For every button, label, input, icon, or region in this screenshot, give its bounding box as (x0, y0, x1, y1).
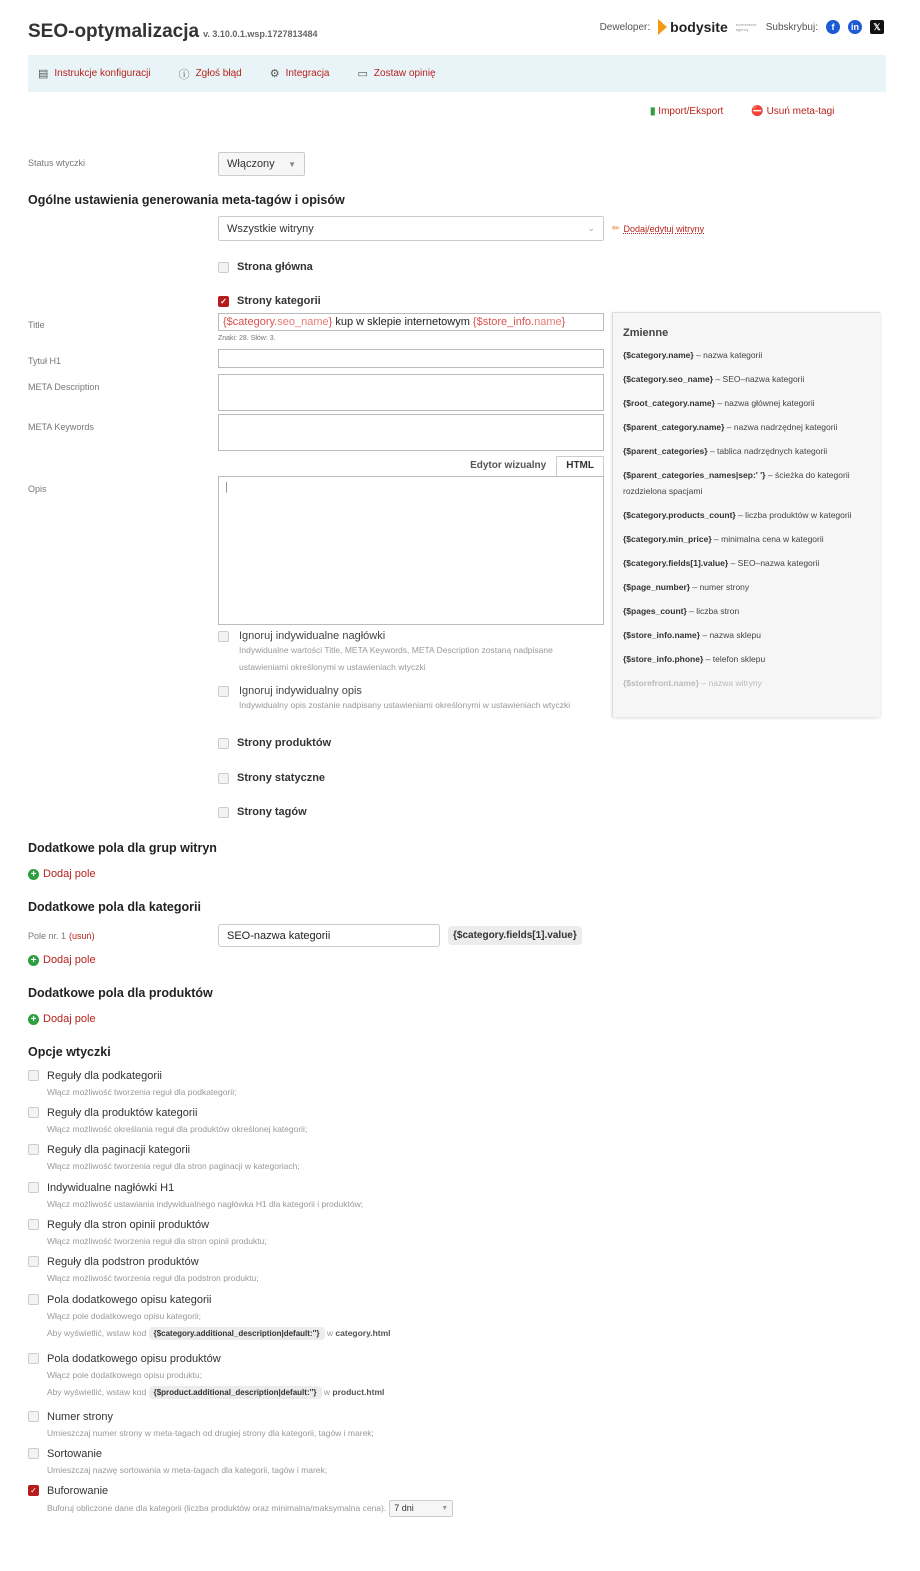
products-checkbox-row[interactable] (218, 737, 331, 749)
chat-icon: ▭ (357, 68, 368, 80)
option-label: Pola dodatkowego opisu produktów (47, 1353, 221, 1365)
developer-label: Deweloper: (599, 21, 651, 33)
nav-item-integration[interactable] (270, 67, 330, 80)
field-label: Pole nr. 1 (28, 931, 67, 941)
static-checkbox[interactable] (218, 773, 229, 784)
option-checkbox[interactable] (28, 1219, 39, 1230)
option-label: Reguły dla podstron produktów (47, 1256, 199, 1268)
variable-item[interactable] (623, 651, 870, 667)
insert-code: {$category.additional_description|default:''} (149, 1327, 325, 1340)
category-field-code: {$category.fields[1].value} (448, 926, 582, 945)
variable-code: {$parent_categories} (623, 446, 708, 456)
insert-prefix: Aby wyświetlić, wstaw kod (47, 1328, 147, 1338)
option-checkbox[interactable] (28, 1411, 39, 1422)
pencil-icon: ✏ (612, 223, 620, 233)
ignore-desc-label: Ignoruj indywidualny opis (239, 685, 362, 697)
categories-label: Strony kategorii (237, 295, 321, 307)
ignore-headers-checkbox[interactable] (218, 631, 229, 642)
brand-sub: ecommerce agency (735, 22, 757, 32)
option-row[interactable] (28, 1485, 453, 1517)
app-title: SEO-optymalizacja (28, 21, 200, 42)
static-checkbox-row[interactable] (218, 772, 325, 784)
add-category-field-button[interactable] (28, 954, 96, 966)
tags-checkbox[interactable] (218, 807, 229, 818)
option-label: Indywidualne nagłówki H1 (47, 1182, 175, 1194)
option-desc: Włącz możliwość tworzenia reguł dla stron opinii produktu; (47, 1236, 267, 1246)
variable-desc: – SEO–nazwa kategorii (713, 374, 805, 384)
variable-desc: – tablica nadrzędnych kategorii (707, 446, 828, 456)
sites-value: Wszystkie witryny (227, 222, 314, 235)
option-checkbox[interactable] (28, 1070, 39, 1081)
import-export-link[interactable] (650, 106, 723, 117)
option-row[interactable] (28, 1353, 384, 1400)
nav-label: Instrukcje konfiguracji (54, 68, 151, 79)
keywords-label: META Keywords (28, 422, 94, 432)
option-insert-hint (47, 1326, 391, 1341)
edit-sites-label: Dodaj/edytuj witryny (623, 223, 705, 234)
title-token: name (534, 316, 562, 328)
general-heading: Ogólne ustawienia generowania meta-tagów i opisów (28, 193, 345, 207)
linkedin-icon[interactable]: in (848, 20, 862, 34)
variable-item[interactable] (623, 507, 870, 523)
text-cursor: | (225, 481, 228, 493)
option-checkbox[interactable] (28, 1107, 39, 1118)
title-token: } (561, 316, 566, 328)
insert-in: w (323, 1387, 331, 1397)
developer-bar (600, 19, 884, 35)
title-text: kup w sklepie internetowym (332, 316, 473, 328)
option-row[interactable] (28, 1219, 267, 1249)
variable-desc: – telefon sklepu (703, 654, 766, 664)
title-counter: Znaki: 28. Słów: 3. (218, 335, 276, 342)
variable-item[interactable] (623, 627, 870, 643)
option-row[interactable] (28, 1448, 327, 1478)
variable-item[interactable] (623, 579, 870, 595)
h1-label: Tytuł H1 (28, 356, 62, 366)
option-desc: Włącz możliwość ustawiania indywidualnego nagłówka H1 dla kategorii i produktów; (47, 1199, 364, 1209)
keywords-input[interactable] (218, 414, 604, 451)
variable-code: {$page_number} (623, 582, 691, 592)
opis-label: Opis (28, 484, 47, 494)
status-label: Status wtyczki (28, 158, 86, 168)
option-row[interactable] (28, 1411, 374, 1441)
variable-code: {$parent_categories_names|sep:' '} (623, 470, 766, 480)
title-token: } (328, 316, 333, 328)
status-select[interactable] (218, 152, 305, 176)
option-row[interactable] (28, 1070, 236, 1100)
cache-duration-select[interactable] (389, 1500, 453, 1517)
import-label: Import/Eksport (658, 106, 724, 117)
add-product-field-button[interactable] (28, 1013, 96, 1025)
variable-item[interactable] (623, 555, 870, 571)
option-checkbox[interactable] (28, 1182, 39, 1193)
tags-label: Strony tagów (237, 806, 307, 818)
variable-code: {$category.products_count} (623, 510, 736, 520)
nav-label: Zgłoś błąd (195, 68, 242, 79)
extra-groups-heading: Dodatkowe pola dla grup witryn (28, 841, 217, 855)
home-checkbox-row[interactable] (218, 261, 313, 273)
variable-item[interactable] (623, 419, 870, 435)
top-actions (650, 106, 834, 117)
option-desc: Umieszczaj nazwę sortowania w meta-tagach dla kategorii, tagów i marek; (47, 1465, 328, 1475)
variable-code: {$category.min_price} (623, 534, 712, 544)
variable-item[interactable] (623, 347, 870, 363)
variable-desc: – liczba stron (686, 606, 740, 616)
option-desc: Włącz możliwość tworzenia reguł dla stron paginacji w kategoriach; (47, 1161, 300, 1171)
option-label: Reguły dla produktów kategorii (47, 1107, 198, 1119)
option-desc: Buforuj obliczone dane dla kategorii (liczba produktów oraz minimalna/maksymalna cena). (47, 1503, 387, 1513)
home-label: Strona główna (237, 261, 313, 273)
title-token: {$store_info. (472, 316, 535, 328)
description-label: META Description (28, 382, 100, 392)
status-value: Włączony (227, 158, 275, 170)
variable-code: {$category.fields[1].value} (623, 558, 729, 568)
tab-html[interactable]: HTML (556, 456, 604, 476)
products-label: Strony produktów (237, 737, 332, 749)
insert-file: product.html (332, 1387, 385, 1397)
products-checkbox[interactable] (218, 738, 229, 749)
cache-duration-value: 7 dni (394, 1503, 414, 1513)
brand-logo[interactable] (658, 19, 728, 35)
nav-item-instructions[interactable] (38, 67, 151, 80)
bodysite-logo-icon (658, 19, 667, 35)
option-label: Pola dodatkowego opisu kategorii (47, 1294, 212, 1306)
remove-field-link[interactable]: (usuń) (69, 931, 95, 941)
options-heading: Opcje wtyczki (28, 1045, 111, 1059)
option-row[interactable] (28, 1294, 391, 1341)
variable-item[interactable] (623, 675, 870, 691)
insert-file: category.html (335, 1328, 391, 1338)
title-input[interactable] (218, 313, 604, 331)
chevron-down-icon: ⌄ (587, 223, 595, 233)
variable-item[interactable] (623, 531, 870, 547)
variable-item[interactable] (623, 603, 870, 619)
ignore-headers-row[interactable] (218, 630, 604, 676)
sites-select[interactable] (218, 216, 604, 241)
option-label: Reguły dla paginacji kategorii (47, 1144, 191, 1156)
minus-circle-icon: ⛔ (751, 106, 764, 117)
option-checkbox[interactable] (28, 1448, 39, 1459)
option-checkbox[interactable] (28, 1256, 39, 1267)
insert-in: w (326, 1328, 334, 1338)
variables-title: Zmienne (623, 327, 669, 339)
nav-label: Zostaw opinię (373, 68, 436, 79)
variable-code: {$parent_category.name} (623, 422, 725, 432)
field-value: SEO-nazwa kategorii (227, 929, 331, 942)
option-label: Numer strony (47, 1411, 114, 1423)
variable-code: {$storefront.name} (623, 678, 700, 688)
ignore-headers-desc: Indywidualne wartości Title, META Keywords, META Description zostaną nadpisane ustawieniami określonymi w ustawieniach wtyczki (239, 645, 553, 672)
variables-panel (612, 312, 880, 717)
plus-icon: + (28, 955, 39, 966)
categories-checkbox[interactable]: ✓ (218, 296, 229, 307)
extra-products-heading: Dodatkowe pola dla produktów (28, 986, 213, 1000)
edit-sites-link[interactable] (612, 223, 704, 234)
variable-desc: – minimalna cena w kategorii (711, 534, 824, 544)
facebook-icon[interactable]: f (826, 20, 840, 34)
variable-code: {$store_info.phone} (623, 654, 704, 664)
version-label: v. 3.10.0.1.wsp.1727813484 (203, 29, 318, 39)
option-checkbox[interactable]: ✓ (28, 1485, 39, 1496)
home-checkbox[interactable] (218, 262, 229, 273)
option-desc: Włącz pole dodatkowego opisu produktu; (47, 1370, 202, 1380)
variable-desc: – nazwa witryny (699, 678, 762, 688)
nav-item-feedback[interactable] (358, 67, 436, 80)
option-row[interactable] (28, 1144, 300, 1174)
variable-item[interactable] (623, 443, 870, 459)
brand-name: bodysite (670, 19, 728, 35)
remove-label: usuń (72, 931, 92, 941)
static-label: Strony statyczne (237, 772, 326, 784)
categories-checkbox-row[interactable] (218, 295, 321, 307)
insert-code: {$product.additional_description|default:''} (149, 1386, 322, 1399)
page-title (28, 21, 318, 43)
variable-code: {$pages_count} (623, 606, 687, 616)
ignore-desc-desc: Indywidualny opis zostanie nadpisany ustawieniami określonymi w ustawieniach wtyczki (239, 700, 571, 710)
option-label: Sortowanie (47, 1448, 103, 1460)
delete-meta-link[interactable] (751, 106, 834, 117)
alert-icon: ⓘ (178, 68, 190, 81)
option-label: Buforowanie (47, 1485, 109, 1497)
title-token: seo_name (277, 316, 329, 328)
tab-visual-editor[interactable]: Edytor wizualny (470, 460, 547, 471)
option-checkbox[interactable] (28, 1294, 39, 1305)
title-label: Title (28, 320, 45, 330)
variable-desc: – nazwa głównej kategorii (714, 398, 815, 408)
variable-code: {$store_info.name} (623, 630, 700, 640)
variable-desc: – liczba produktów w kategorii (735, 510, 852, 520)
add-label: Dodaj pole (43, 954, 96, 966)
title-token: {$category. (223, 316, 278, 328)
subscribe-label: Subskrybuj: (765, 21, 818, 33)
option-checkbox[interactable] (28, 1353, 39, 1364)
option-desc: Włącz pole dodatkowego opisu kategorii; (47, 1311, 202, 1321)
add-label: Dodaj pole (43, 1013, 96, 1025)
h1-input[interactable] (218, 349, 604, 368)
plus-icon: + (28, 869, 39, 880)
ignore-headers-label: Ignoruj indywidualne nagłówki (239, 630, 386, 642)
add-label: Dodaj pole (43, 868, 96, 880)
option-label: Reguły dla stron opinii produktów (47, 1219, 210, 1231)
variable-item[interactable] (623, 371, 870, 387)
gear-icon: ⚙ (269, 68, 280, 80)
option-desc: Włącz możliwość tworzenia reguł dla podkategorii; (47, 1087, 237, 1097)
variable-code: {$category.seo_name} (623, 374, 714, 384)
nav-label: Integracja (285, 68, 330, 79)
variable-item[interactable] (623, 467, 870, 499)
nav-item-report-bug[interactable] (179, 66, 242, 82)
option-desc: Włącz możliwość tworzenia reguł dla podstron produktu; (47, 1273, 259, 1283)
x-icon[interactable]: 𝕏 (870, 20, 884, 34)
option-checkbox[interactable] (28, 1144, 39, 1155)
variable-desc: – nazwa sklepu (700, 630, 761, 640)
variable-code: {$root_category.name} (623, 398, 715, 408)
option-desc-row (47, 1500, 453, 1517)
editor-tabs (218, 456, 604, 476)
option-desc: Umieszczaj numer strony w meta-tagach od drugiej strony dla kategorii, tagów i marek; (47, 1428, 374, 1438)
delete-label: Usuń meta-tagi (766, 106, 835, 117)
opis-editor[interactable] (218, 476, 604, 625)
description-input[interactable] (218, 374, 604, 411)
variable-desc: – ścieżka do kategorii rozdzielona spacjami (623, 470, 850, 496)
add-group-field-button[interactable] (28, 868, 96, 880)
plus-icon: + (28, 1014, 39, 1025)
category-field-label-row (28, 931, 95, 941)
option-row[interactable] (28, 1256, 259, 1286)
insert-prefix: Aby wyświetlić, wstaw kod (47, 1387, 147, 1397)
option-desc: Włącz możliwość określania reguł dla produktów określonej kategorii; (47, 1124, 308, 1134)
ignore-desc-row[interactable] (218, 685, 608, 714)
tags-checkbox-row[interactable] (218, 806, 307, 818)
option-row[interactable] (28, 1107, 307, 1137)
extra-categories-heading: Dodatkowe pola dla kategorii (28, 900, 201, 914)
variable-desc: – nazwa kategorii (693, 350, 763, 360)
file-icon: ▮ (650, 106, 656, 117)
variable-desc: – SEO–nazwa kategorii (728, 558, 820, 568)
option-label: Reguły dla podkategorii (47, 1070, 162, 1082)
chevron-down-icon: ▼ (441, 1505, 449, 1512)
variable-item[interactable] (623, 395, 870, 411)
category-field-input[interactable] (218, 924, 440, 947)
variable-desc: – numer strony (690, 582, 750, 592)
book-icon: ▤ (38, 68, 49, 80)
option-row[interactable] (28, 1182, 363, 1212)
nav-bar (28, 55, 886, 92)
chevron-down-icon: ▼ (288, 159, 296, 169)
ignore-desc-checkbox[interactable] (218, 686, 229, 697)
option-insert-hint (47, 1385, 384, 1400)
variable-desc: – nazwa nadrzędnej kategorii (724, 422, 838, 432)
variable-code: {$category.name} (623, 350, 694, 360)
